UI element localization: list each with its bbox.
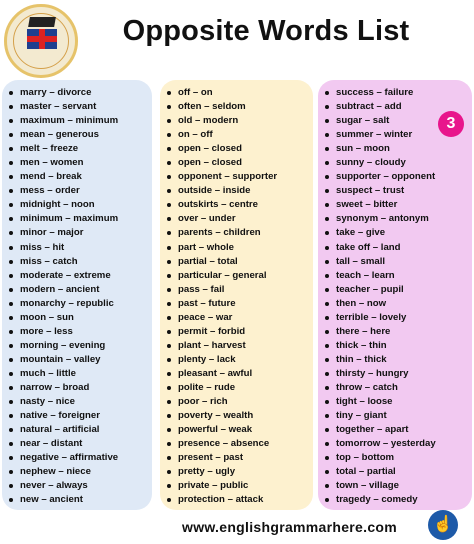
list-item xyxy=(322,367,472,381)
list-item xyxy=(164,353,313,367)
bullet-icon xyxy=(325,288,329,292)
bullet-icon xyxy=(167,400,171,404)
website-link[interactable]: www.englishgrammarhere.com xyxy=(182,519,398,535)
word-pair: nasty – nice xyxy=(20,396,75,408)
bullet-icon xyxy=(325,175,329,179)
list-item xyxy=(6,241,152,255)
word-pair: natural – artificial xyxy=(20,424,100,436)
bullet-icon xyxy=(9,498,13,502)
word-pair: mend – break xyxy=(20,171,82,183)
word-pair: monarchy – republic xyxy=(20,297,114,309)
list-item xyxy=(6,156,152,170)
bullet-icon xyxy=(167,498,171,502)
list-item xyxy=(164,142,313,156)
bullet-icon xyxy=(167,161,171,165)
bullet-icon xyxy=(9,456,13,460)
pointing-hand-icon[interactable]: ☝ xyxy=(428,510,458,540)
bullet-icon xyxy=(167,260,171,264)
bullet-icon xyxy=(167,456,171,460)
list-item xyxy=(164,479,313,493)
word-pair: part – whole xyxy=(178,241,234,253)
list-item xyxy=(322,255,472,269)
list-item xyxy=(164,339,313,353)
word-pair: narrow – broad xyxy=(20,381,90,393)
word-pair: plant – harvest xyxy=(178,339,246,351)
list-item xyxy=(322,170,472,184)
list-item xyxy=(6,479,152,493)
bullet-icon xyxy=(325,330,329,334)
word-pair: partial – total xyxy=(178,255,238,267)
list-item xyxy=(164,395,313,409)
bullet-icon xyxy=(167,217,171,221)
word-pair: marry – divorce xyxy=(20,87,92,98)
graduation-cap-icon xyxy=(28,17,56,27)
list-item xyxy=(6,325,152,339)
list-item xyxy=(322,184,472,198)
list-item xyxy=(6,465,152,479)
bullet-icon xyxy=(9,105,13,109)
word-pair: teach – learn xyxy=(336,269,395,281)
list-item xyxy=(322,451,472,465)
word-pair: mess – order xyxy=(20,185,80,197)
word-pair: moon – sun xyxy=(20,311,74,323)
word-pair: subtract – add xyxy=(336,101,402,113)
word-pair: protection – attack xyxy=(178,494,264,506)
bullet-icon xyxy=(325,105,329,109)
bullet-icon xyxy=(9,316,13,320)
bullet-icon xyxy=(325,246,329,250)
bullet-icon xyxy=(167,274,171,278)
word-pair: private – public xyxy=(178,480,249,492)
list-item xyxy=(164,114,313,128)
bullet-icon xyxy=(9,400,13,404)
site-logo[interactable] xyxy=(4,4,78,78)
bullet-icon xyxy=(325,400,329,404)
word-column-1 xyxy=(2,80,152,510)
bullet-icon xyxy=(9,386,13,390)
list-item xyxy=(322,297,472,311)
list-item xyxy=(164,381,313,395)
bullet-icon xyxy=(9,330,13,334)
word-pair: on – off xyxy=(178,129,213,141)
list-item xyxy=(6,269,152,283)
list-item xyxy=(6,212,152,226)
bullet-icon xyxy=(9,470,13,474)
word-pair: mean – generous xyxy=(20,129,99,141)
word-pair: synonym – antonym xyxy=(336,213,429,225)
list-item xyxy=(164,156,313,170)
list-item xyxy=(164,184,313,198)
bullet-icon xyxy=(325,217,329,221)
bullet-icon xyxy=(9,246,13,250)
bullet-icon xyxy=(167,203,171,207)
word-pair: near – distant xyxy=(20,438,83,450)
word-pair: pleasant – awful xyxy=(178,367,253,379)
word-pair: sunny – cloudy xyxy=(336,157,406,169)
word-column-2 xyxy=(160,80,313,510)
word-pair: town – village xyxy=(336,480,399,492)
word-pair: midnight – noon xyxy=(20,199,95,211)
list-item xyxy=(164,325,313,339)
word-pair: thin – thick xyxy=(336,353,387,365)
bullet-icon xyxy=(9,175,13,179)
word-pair: terrible – lovely xyxy=(336,311,407,323)
word-pair: minimum – maximum xyxy=(20,213,119,225)
bullet-icon xyxy=(9,189,13,193)
list-item xyxy=(322,198,472,212)
bullet-icon xyxy=(325,498,329,502)
bullet-icon xyxy=(325,316,329,320)
bullet-icon xyxy=(9,302,13,306)
bullet-icon xyxy=(9,133,13,137)
word-pair: morning – evening xyxy=(20,339,106,351)
bullet-icon xyxy=(167,133,171,137)
list-item xyxy=(164,437,313,451)
list-item xyxy=(322,339,472,353)
word-pair: polite – rude xyxy=(178,381,236,393)
bullet-icon xyxy=(167,105,171,109)
word-pair: negative – affirmative xyxy=(20,452,119,464)
bullet-icon xyxy=(167,175,171,179)
bullet-icon xyxy=(167,316,171,320)
bullet-icon xyxy=(9,442,13,446)
header xyxy=(0,0,474,80)
word-pair: tall – small xyxy=(336,255,386,267)
word-pair: mountain – valley xyxy=(20,353,101,365)
word-pair: peace – war xyxy=(178,311,233,323)
list-item xyxy=(6,395,152,409)
list-item xyxy=(322,212,472,226)
list-item xyxy=(164,493,313,507)
list-item xyxy=(6,128,152,142)
list-item xyxy=(6,353,152,367)
word-pair: top – bottom xyxy=(336,452,395,464)
bullet-icon xyxy=(9,288,13,292)
word-pair: suspect – trust xyxy=(336,185,405,197)
word-pair: men – women xyxy=(20,157,84,169)
bullet-icon xyxy=(167,442,171,446)
word-pair: nephew – niece xyxy=(20,466,91,478)
list-item xyxy=(164,451,313,465)
list-item xyxy=(6,226,152,240)
word-pair: particular – general xyxy=(178,269,267,281)
word-pair: miss – catch xyxy=(20,255,78,267)
word-pair: modern – ancient xyxy=(20,283,100,295)
word-pair: poverty – wealth xyxy=(178,410,254,422)
bullet-icon xyxy=(325,161,329,165)
list-item xyxy=(164,297,313,311)
word-pair: master – servant xyxy=(20,101,97,113)
list-item xyxy=(322,479,472,493)
list-item xyxy=(322,156,472,170)
bullet-icon xyxy=(9,161,13,165)
list-item xyxy=(6,423,152,437)
bullet-icon xyxy=(9,260,13,264)
list-item xyxy=(6,311,152,325)
bullet-icon xyxy=(9,414,13,418)
list-item xyxy=(322,325,472,339)
list-item xyxy=(164,198,313,212)
bullet-icon xyxy=(9,231,13,235)
list-item xyxy=(6,142,152,156)
word-pair: then – now xyxy=(336,297,387,309)
bullet-icon xyxy=(167,428,171,432)
word-pair: powerful – weak xyxy=(178,424,253,436)
bullet-icon xyxy=(167,119,171,123)
list-item xyxy=(322,423,472,437)
word-pair: opponent – supporter xyxy=(178,171,278,183)
bullet-icon xyxy=(325,302,329,306)
list-item xyxy=(322,409,472,423)
bullet-icon xyxy=(167,91,171,95)
word-pair: open – closed xyxy=(178,157,242,169)
word-pair: tragedy – comedy xyxy=(336,494,418,506)
page-title: Opposite Words List xyxy=(122,15,410,47)
bullet-icon xyxy=(325,119,329,123)
bullet-icon xyxy=(167,231,171,235)
word-pair: there – here xyxy=(336,325,391,337)
word-pair: permit – forbid xyxy=(178,325,246,337)
list-item xyxy=(6,339,152,353)
list-item xyxy=(322,381,472,395)
list-item xyxy=(164,283,313,297)
bullet-icon xyxy=(325,274,329,278)
list-item xyxy=(164,226,313,240)
word-pair: take – give xyxy=(336,227,386,239)
list-item xyxy=(6,409,152,423)
bullet-icon xyxy=(167,470,171,474)
bullet-icon xyxy=(167,246,171,250)
list-item xyxy=(6,255,152,269)
bullet-icon xyxy=(325,260,329,264)
list-item xyxy=(164,86,313,100)
bullet-icon xyxy=(325,414,329,418)
bullet-icon xyxy=(167,344,171,348)
bullet-icon xyxy=(9,372,13,376)
word-pair: native – foreigner xyxy=(20,410,100,422)
list-item xyxy=(322,269,472,283)
word-pair: success – failure xyxy=(336,87,414,98)
bullet-icon xyxy=(325,442,329,446)
word-pair: new – ancient xyxy=(20,494,83,506)
list-item xyxy=(322,493,472,507)
list-item xyxy=(6,86,152,100)
word-pair: over – under xyxy=(178,213,236,225)
list-item xyxy=(322,311,472,325)
bullet-icon xyxy=(325,231,329,235)
bullet-icon xyxy=(167,189,171,193)
word-pair: much – little xyxy=(20,367,76,379)
word-pair: pass – fail xyxy=(178,283,225,295)
word-column-3 xyxy=(318,80,472,510)
word-pair: teacher – pupil xyxy=(336,283,404,295)
list-item xyxy=(6,493,152,507)
word-pair: plenty – lack xyxy=(178,353,236,365)
word-pair: presence – absence xyxy=(178,438,270,450)
bullet-icon xyxy=(9,428,13,432)
list-item xyxy=(6,297,152,311)
bullet-icon xyxy=(167,414,171,418)
list-item xyxy=(322,86,472,100)
list-item xyxy=(322,142,472,156)
word-pair: tomorrow – yesterday xyxy=(336,438,436,450)
word-pair: throw – catch xyxy=(336,381,398,393)
word-pair: moderate – extreme xyxy=(20,269,111,281)
word-pair: supporter – opponent xyxy=(336,171,436,183)
footer xyxy=(150,516,464,540)
word-pair: maximum – minimum xyxy=(20,115,119,127)
word-pair: thick – thin xyxy=(336,339,387,351)
list-item xyxy=(6,114,152,128)
word-pair: never – always xyxy=(20,480,88,492)
list-item xyxy=(322,283,472,297)
list-item xyxy=(322,353,472,367)
list-item xyxy=(164,409,313,423)
word-pair: often – seldom xyxy=(178,101,246,113)
list-item xyxy=(6,198,152,212)
bullet-icon xyxy=(325,147,329,151)
list-item xyxy=(164,128,313,142)
list-item xyxy=(164,423,313,437)
bullet-icon xyxy=(9,147,13,151)
bullet-icon xyxy=(167,288,171,292)
bullet-icon xyxy=(325,344,329,348)
list-item xyxy=(6,437,152,451)
word-pair: tiny – giant xyxy=(336,410,387,422)
bullet-icon xyxy=(9,274,13,278)
word-pair: poor – rich xyxy=(178,396,228,408)
page-number-badge: 3 xyxy=(438,111,464,137)
bullet-icon xyxy=(167,386,171,390)
bullet-icon xyxy=(167,302,171,306)
list-item xyxy=(322,395,472,409)
word-pair: sweet – bitter xyxy=(336,199,398,211)
bullet-icon xyxy=(167,372,171,376)
word-pair: more – less xyxy=(20,325,73,337)
bullet-icon xyxy=(325,189,329,193)
list-item xyxy=(6,100,152,114)
list-item xyxy=(6,451,152,465)
list-item xyxy=(164,255,313,269)
word-pair: outside – inside xyxy=(178,185,251,197)
list-item xyxy=(164,100,313,114)
bullet-icon xyxy=(167,484,171,488)
word-pair: minor – major xyxy=(20,227,84,239)
word-pair: parents – children xyxy=(178,227,261,239)
word-pair: pretty – ugly xyxy=(178,466,236,478)
word-pair: sugar – salt xyxy=(336,115,390,127)
word-pair: open – closed xyxy=(178,143,242,155)
bullet-icon xyxy=(9,119,13,123)
list-item xyxy=(6,367,152,381)
list-item xyxy=(322,226,472,240)
list-item xyxy=(6,381,152,395)
list-item xyxy=(164,269,313,283)
bullet-icon xyxy=(167,147,171,151)
word-pair: tight – loose xyxy=(336,396,393,408)
list-item xyxy=(322,437,472,451)
list-item xyxy=(6,283,152,297)
list-item xyxy=(164,212,313,226)
bullet-icon xyxy=(167,358,171,362)
word-pair: sun – moon xyxy=(336,143,390,155)
uk-flag-icon xyxy=(27,29,57,49)
bullet-icon xyxy=(9,484,13,488)
word-pair: old – modern xyxy=(178,115,239,127)
word-pair: outskirts – centre xyxy=(178,199,258,211)
bullet-icon xyxy=(9,203,13,207)
bullet-icon xyxy=(325,91,329,95)
list-item xyxy=(164,465,313,479)
bullet-icon xyxy=(9,217,13,221)
list-item xyxy=(164,170,313,184)
bullet-icon xyxy=(325,428,329,432)
bullet-icon xyxy=(325,456,329,460)
word-pair: melt – freeze xyxy=(20,143,79,155)
bullet-icon xyxy=(9,358,13,362)
word-pair: take off – land xyxy=(336,241,401,253)
word-pair: past – future xyxy=(178,297,236,309)
word-pair: summer – winter xyxy=(336,129,413,141)
word-pair: off – on xyxy=(178,87,213,98)
list-item xyxy=(164,367,313,381)
bullet-icon xyxy=(325,358,329,362)
bullet-icon xyxy=(325,386,329,390)
list-item xyxy=(164,241,313,255)
bullet-icon xyxy=(9,91,13,95)
bullet-icon xyxy=(325,470,329,474)
list-item xyxy=(322,465,472,479)
list-item xyxy=(322,241,472,255)
list-item xyxy=(6,170,152,184)
bullet-icon xyxy=(325,133,329,137)
word-pair: together – apart xyxy=(336,424,409,436)
list-item xyxy=(6,184,152,198)
word-pair: thirsty – hungry xyxy=(336,367,409,379)
word-pair: total – partial xyxy=(336,466,396,478)
bullet-icon xyxy=(9,344,13,348)
word-pair: present – past xyxy=(178,452,244,464)
word-pair: miss – hit xyxy=(20,241,65,253)
bullet-icon xyxy=(325,203,329,207)
bullet-icon xyxy=(167,330,171,334)
list-item xyxy=(164,311,313,325)
bullet-icon xyxy=(325,372,329,376)
bullet-icon xyxy=(325,484,329,488)
